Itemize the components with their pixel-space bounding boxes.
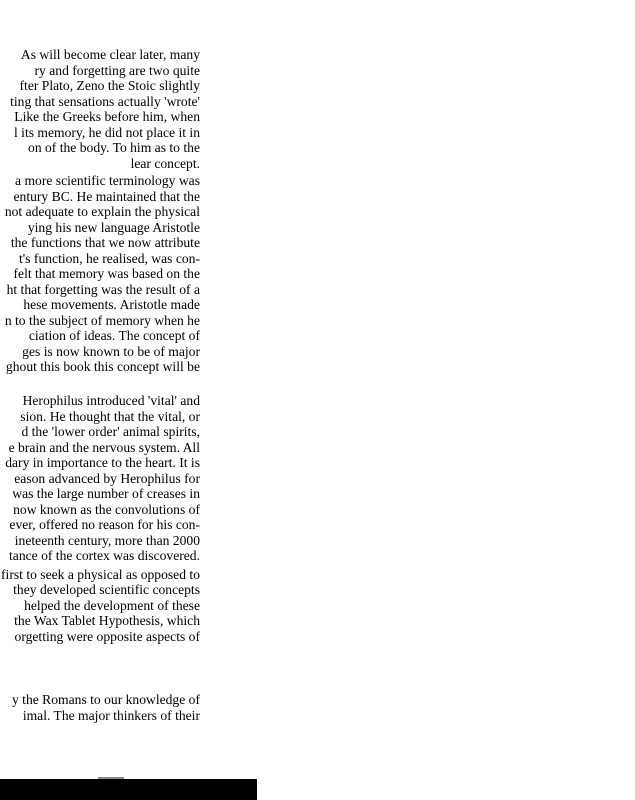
text-line: ry and forgetting are two quite [34, 63, 200, 78]
text-line: ges is now known to be of major [22, 344, 200, 359]
text-line: Herophilus introduced 'vital' and [22, 393, 200, 408]
text-line: was the large number of creases in [12, 486, 200, 501]
text-line: ting that sensations actually 'wrote' [10, 94, 200, 109]
text-line: ht that forgetting was the result of a [6, 282, 200, 297]
text-line: lear concept. [130, 156, 200, 171]
text-line: n to the subject of memory when he [4, 313, 200, 328]
text-line: e brain and the nervous system. All [8, 440, 200, 455]
text-line: the Wax Tablet Hypothesis, which [14, 613, 200, 628]
text-line: not adequate to explain the physical [4, 204, 200, 219]
text-line: now known as the convolutions of [13, 502, 200, 517]
text-line: first to seek a physical as opposed to [1, 567, 200, 582]
text-line: l its memory, he did not place it in [14, 125, 200, 140]
text-line: ying his new language Aristotle [27, 220, 200, 235]
text-line: y the Romans to our knowledge of [11, 692, 200, 707]
text-line: imal. The major thinkers of their [22, 708, 200, 723]
text-line: felt that memory was based on the [13, 266, 200, 281]
text-line: As will become clear later, many [20, 47, 200, 62]
text-line: they developed scientific concepts [13, 582, 200, 597]
text-line: hese movements. Aristotle made [23, 297, 200, 312]
text-line: ever, offered no reason for his con- [9, 517, 200, 532]
text-line: Like the Greeks before him, when [14, 109, 200, 124]
text-line: d the 'lower order' animal spirits, [21, 424, 200, 439]
text-line: t's function, he realised, was con- [19, 251, 200, 266]
text-line: eason advanced by Herophilus for [14, 471, 200, 486]
text-line: helped the development of these [24, 598, 200, 613]
text-line: ciation of ideas. The concept of [28, 328, 200, 343]
text-line: a more scientific terminology was [15, 173, 200, 188]
text-line: ineteenth century, more than 2000 [14, 533, 200, 548]
text-line: fter Plato, Zeno the Stoic slightly [19, 78, 200, 93]
text-line: ghout this book this concept will be [5, 359, 200, 374]
text-line: the functions that we now attribute [10, 235, 200, 250]
text-line: entury BC. He maintained that the [13, 189, 200, 204]
text-line: dary in importance to the heart. It is [5, 455, 200, 470]
text-line: tance of the cortex was discovered. [9, 548, 200, 563]
scan-edge-bar [0, 779, 257, 800]
text-line: sion. He thought that the vital, or [20, 409, 200, 424]
text-line: orgetting were opposite aspects of [14, 629, 200, 644]
text-line: on of the body. To him as to the [28, 140, 200, 155]
